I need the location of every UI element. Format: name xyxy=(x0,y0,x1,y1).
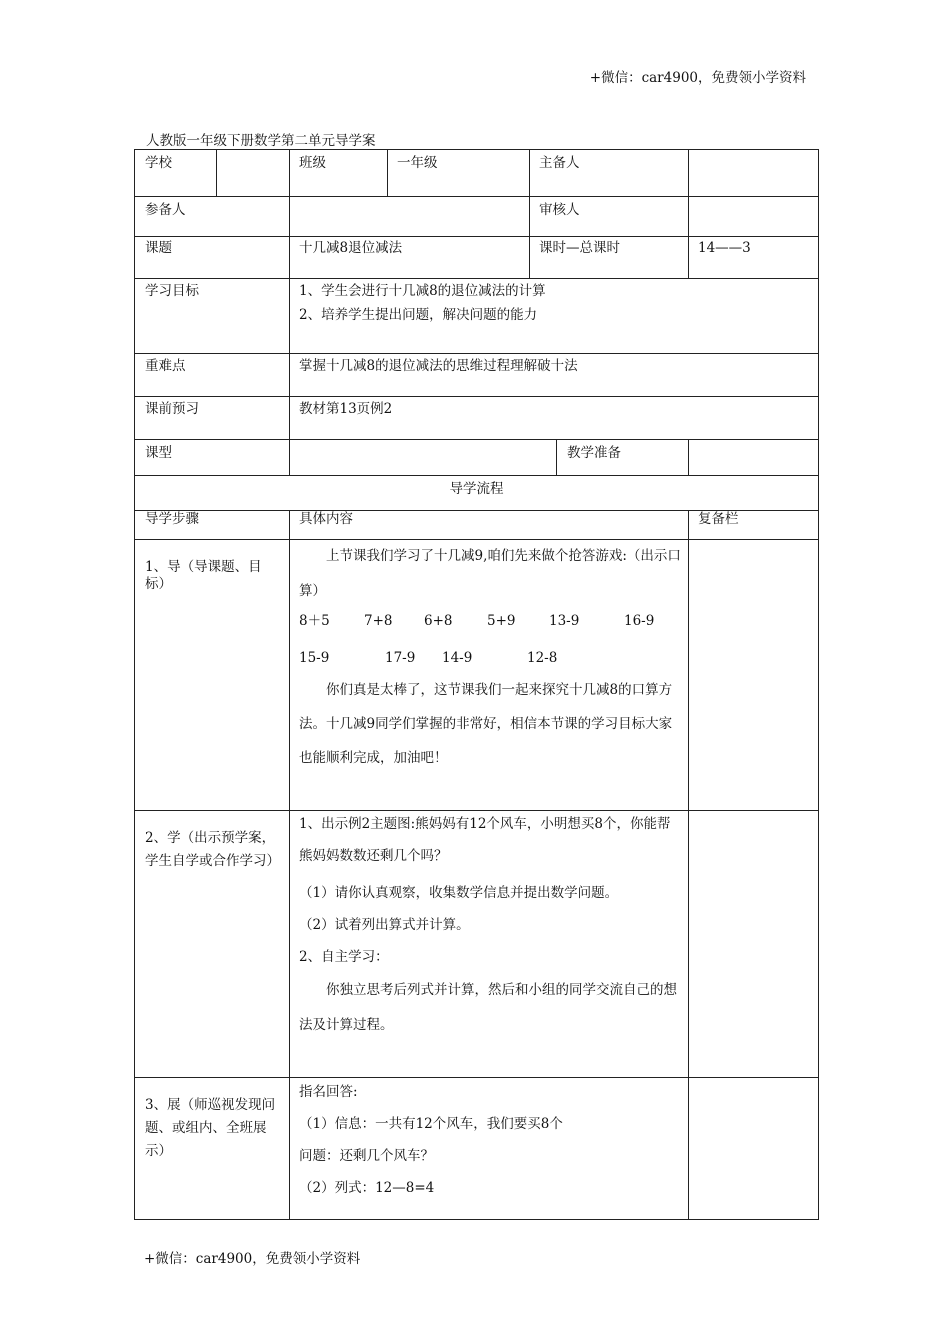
row-divider xyxy=(135,439,818,440)
row-divider xyxy=(135,396,818,397)
col-divider xyxy=(387,150,388,196)
col-steps-header: 导学步骤 xyxy=(145,511,199,527)
preview-value: 教材第13页例2 xyxy=(299,401,393,417)
class-value: 一年级 xyxy=(397,155,438,171)
row-divider xyxy=(135,353,818,354)
col-review-header: 复备栏 xyxy=(698,511,739,527)
col-divider xyxy=(216,150,217,196)
preview-label: 课前预习 xyxy=(145,401,199,417)
step3-p1: 指名回答: xyxy=(299,1084,358,1100)
col-divider xyxy=(688,150,689,278)
calc-item: 12-8 xyxy=(527,650,558,666)
document-title: 人教版一年级下册数学第二单元导学案 xyxy=(146,133,376,149)
class-label: 班级 xyxy=(299,155,326,171)
calc-item: 15-9 xyxy=(299,650,330,666)
calc-item: 14-9 xyxy=(442,650,473,666)
step2-p3: （2）试着列出算式并计算。 xyxy=(299,917,470,933)
step2-p5: 你独立思考后列式并计算，然后和小组的同学交流自己的想法及计算过程。 xyxy=(299,982,677,1033)
calc-item: 16-9 xyxy=(624,613,655,629)
period-value: 14——3 xyxy=(698,240,751,256)
col-divider xyxy=(289,150,290,475)
lesson-plan-table xyxy=(134,149,819,1220)
school-label: 学校 xyxy=(145,155,172,171)
calc-item: 17-9 xyxy=(385,650,416,666)
topic-label: 课题 xyxy=(145,240,172,256)
step2-label: 2、学（出示预学案，学生自学或合作学习） xyxy=(145,830,280,869)
col-divider xyxy=(688,510,689,1219)
step3-p4: （2）列式：12—8=4 xyxy=(299,1180,435,1196)
calc-item: 13-9 xyxy=(549,613,580,629)
footer-note: +微信：car4900，免费领小学资料 xyxy=(144,1251,361,1267)
calc-item: 5+9 xyxy=(487,613,516,629)
step1-intro: 上节课我们学习了十几减9,咱们先来做个抢答游戏:（出示口算） xyxy=(299,548,681,599)
step1-label: 1、导（导课题、目标） xyxy=(145,559,262,592)
row-divider xyxy=(135,1077,818,1078)
keypoints-label: 重难点 xyxy=(145,358,186,374)
objectives-label: 学习目标 xyxy=(145,283,199,299)
lesson-type-label: 课型 xyxy=(145,445,172,461)
keypoints-value: 掌握十几减8的退位减法的思维过程理解破十法 xyxy=(299,358,578,374)
step1-calc-row-2 xyxy=(299,650,557,667)
step3-p2: （1）信息：一共有12个风车，我们要买8个 xyxy=(299,1116,563,1132)
step1-closing: 你们真是太棒了，这节课我们一起来探究十几减8的口算方法。十几减9同学们掌握的非常好，相信本节课的学习目标大家也能顺利完成，加油吧！ xyxy=(299,682,673,766)
calc-item: 6+8 xyxy=(424,613,453,629)
prep-label: 教学准备 xyxy=(567,445,621,461)
header-note: +微信：car4900，免费领小学资料 xyxy=(589,70,806,86)
calc-item: 8＋5 xyxy=(299,613,330,629)
row-divider xyxy=(135,475,818,476)
row-divider xyxy=(135,278,818,279)
step2-p4: 2、自主学习： xyxy=(299,949,389,965)
reviewer-label: 审核人 xyxy=(539,202,580,218)
objective-2: 2、培养学生提出问题，解决问题的能力 xyxy=(299,307,538,323)
flow-title: 导学流程 xyxy=(449,481,504,497)
col-divider xyxy=(688,439,689,475)
row-divider xyxy=(135,196,818,197)
col-divider xyxy=(556,439,557,475)
preparer-label: 主备人 xyxy=(539,155,580,171)
step3-label: 3、展（师巡视发现问题、或组内、全班展示） xyxy=(145,1097,276,1159)
step2-p1: 1、出示例2主题图:熊妈妈有12个风车，小明想买8个，你能帮熊妈妈数数还剩几个吗？ xyxy=(299,816,671,864)
topic-value: 十几减8退位减法 xyxy=(299,240,403,256)
step1-calc-row-1 xyxy=(299,613,654,630)
step2-p2: （1）请你认真观察，收集数学信息并提出数学问题。 xyxy=(299,885,619,901)
calc-item: 7+8 xyxy=(364,613,393,629)
period-label: 课时—总课时 xyxy=(539,240,620,256)
col-divider xyxy=(529,150,530,278)
objective-1: 1、学生会进行十几减8的退位减法的计算 xyxy=(299,283,546,299)
participants-label: 参备人 xyxy=(145,202,186,218)
col-content-header: 具体内容 xyxy=(299,511,353,527)
col-divider xyxy=(289,510,290,1219)
row-divider xyxy=(135,236,818,237)
step3-p3: 问题：还剩几个风车？ xyxy=(299,1148,434,1164)
